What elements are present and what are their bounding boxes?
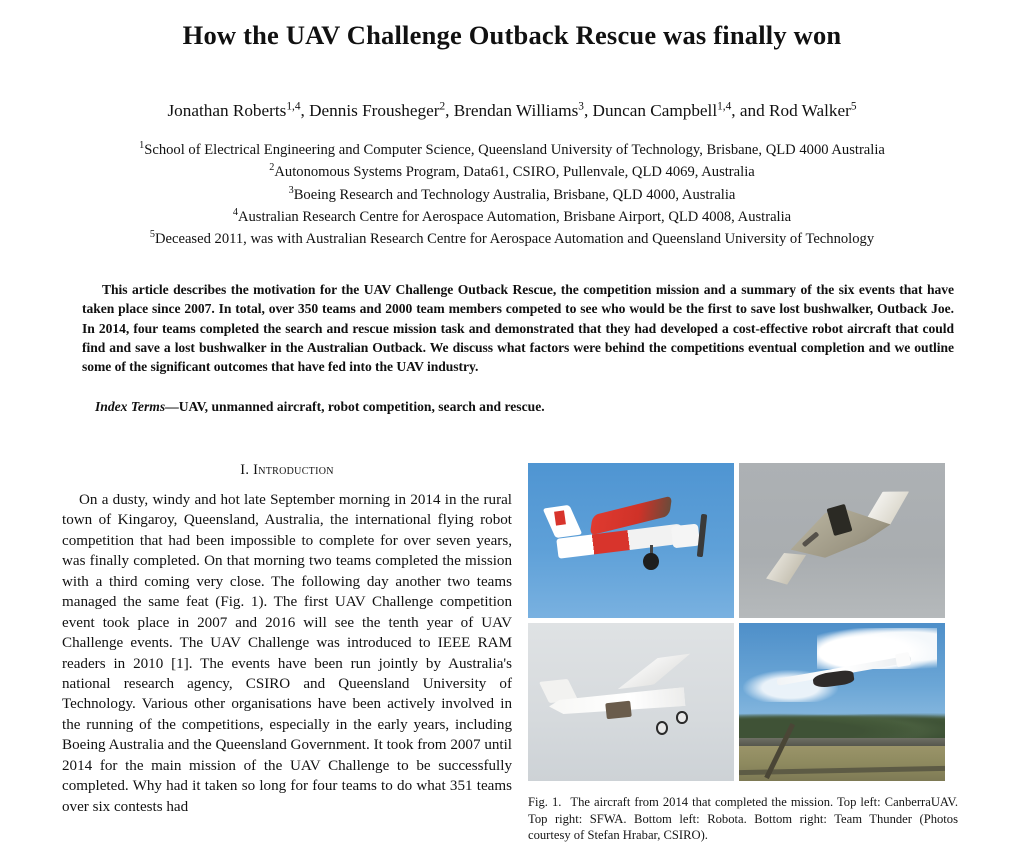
affiliation-text: Autonomous Systems Program, Data61, CSIRO, Pullenvale, QLD 4069, Australia <box>274 164 755 181</box>
affiliation-line <box>24 184 1000 206</box>
figure-caption-text: The aircraft from 2014 that completed the mission. Top left: CanberraUAV. Top right: SFWA. Bottom left: Robota. Bottom right: Team Thunder (Photos courtesy of Stefan Hrabar, CSIRO). <box>528 795 959 843</box>
author-list <box>40 100 984 122</box>
figure-photo-bottom-left <box>528 623 734 781</box>
index-terms-text: UAV, unmanned aircraft, robot competition, search and rescue. <box>178 398 545 414</box>
author-affiliation-marker: 1,4 <box>717 100 732 113</box>
affiliation-text: Boeing Research and Technology Australia, Brisbane, QLD 4000, Australia <box>293 186 736 203</box>
flying-wing-left-tip-shape <box>760 547 813 590</box>
abstract-text: This article describes the motivation for the UAV Challenge Outback Rescue, the competition mission and a summary of the six events that have taken place since 2007. In total, over 350 teams and 2000 team members competed to see who would be the first to save lost bushwalker, Outback Joe. In 2014, four teams completed the search and rescue mission task and demonstrated that they had developed a cost-effective robot aircraft that could find and save a lost bushwalker in the Australian Outback. We discuss what factors were behind the competitions eventual completion and we outline some of the significant outcomes that have fed into the UAV industry. <box>82 282 954 375</box>
author-entry <box>769 101 857 120</box>
author-name: Dennis Frousheger <box>309 100 440 120</box>
aircraft-propeller-shape <box>697 514 708 558</box>
affiliation-line <box>24 206 1000 228</box>
road-shape <box>739 738 945 746</box>
figure-photo-top-right <box>739 463 945 618</box>
figure-label: Fig. 1. <box>528 795 562 809</box>
aircraft-tail-marking-shape <box>554 510 566 525</box>
author-affiliation-marker: 2 <box>439 100 446 113</box>
figure-photo-top-left <box>528 463 734 618</box>
aircraft-wheel-shape <box>676 711 687 724</box>
author-separator: , <box>583 100 593 120</box>
body-columns <box>0 455 1024 855</box>
affiliation-line <box>24 139 1000 161</box>
figure-photo-grid <box>528 463 958 781</box>
index-terms-dash: — <box>165 398 179 414</box>
aircraft-wheel-shape <box>643 553 658 570</box>
author-entry <box>593 101 732 120</box>
affiliation-text: Australian Research Centre for Aerospace Automation, Brisbane Airport, QLD 4008, Australia <box>237 208 792 225</box>
glider-tail-shape <box>895 652 911 667</box>
introduction-paragraph <box>62 490 512 817</box>
affiliation-marker: 3 <box>288 184 294 196</box>
section-heading-introduction <box>62 462 512 479</box>
affiliation-line <box>24 161 1000 183</box>
section-number: I. <box>240 462 250 478</box>
author-affiliation-marker: 3 <box>578 100 584 113</box>
affiliation-marker: 5 <box>149 228 155 240</box>
author-separator: , and <box>731 100 770 120</box>
affiliation-marker: 2 <box>269 162 275 174</box>
affiliation-text: School of Electrical Engineering and Computer Science, Queensland University of Technology, Brisbane, QLD 4000 Australia <box>144 142 885 159</box>
aircraft-wing-shape <box>613 651 695 692</box>
author-separator: , <box>445 100 454 120</box>
author-affiliation-marker: 5 <box>850 100 857 113</box>
aircraft-nose-shape <box>671 524 700 548</box>
author-name: Duncan Campbell <box>592 100 718 120</box>
author-name: Rod Walker <box>769 100 851 120</box>
affiliation-marker: 4 <box>232 206 238 218</box>
author-name: Jonathan Roberts <box>167 100 287 120</box>
aircraft-wheel-shape <box>656 721 668 735</box>
treeline-shape <box>739 711 945 739</box>
affiliation-list <box>24 139 1000 250</box>
affiliation-line <box>24 228 1000 250</box>
figure-photo-bottom-right <box>739 623 945 781</box>
author-entry <box>454 101 584 120</box>
author-entry <box>167 101 300 120</box>
page-title: How the UAV Challenge Outback Rescue was finally won <box>182 20 842 50</box>
author-entry <box>309 101 445 120</box>
author-affiliation-marker: 1,4 <box>286 100 301 113</box>
author-separator: , <box>300 100 310 120</box>
index-terms <box>95 397 954 416</box>
affiliation-marker: 1 <box>139 140 145 152</box>
introduction-text: On a dusty, windy and hot late September morning in 2014 in the rural town of Kingaroy, Queensland, Australia, the international flying robot competition that had been impossible to complete for over seven years, was finally completed. On that morning two teams completed the mission with a third coming very close. The following day another two teams managed the same feat (Fig. 1). The first UAV Challenge competition event took place in 2007 and 2016 will see the tenth year of UAV Challenge events. The UAV Challenge was introduced to IEEE RAM readers in 2010 [1]. The events have been run jointly by Australia's national research agency, CSIRO and Queensland University of Technology. Various other organisations have been actively involved in the running of the competitions, especially in the early years, including Boeing Australia and the Queensland Government. It took from 2007 until 2014 for the main mission of the UAV Challenge to be successfully completed. Why had it taken so long for four teams to do what 351 teams over six contests had <box>62 492 512 815</box>
abstract <box>82 280 954 376</box>
author-name: Brendan Williams <box>453 100 579 120</box>
index-terms-label: Index Terms <box>95 398 166 414</box>
aircraft-payload-pod-shape <box>606 701 632 719</box>
section-title: Introduction <box>253 462 334 478</box>
figure-caption <box>528 794 958 844</box>
column-left <box>62 455 512 817</box>
figure-1 <box>528 463 958 844</box>
affiliation-text: Deceased 2011, was with Australian Research Centre for Aerospace Automation and Queensland University of Technology <box>154 230 875 247</box>
